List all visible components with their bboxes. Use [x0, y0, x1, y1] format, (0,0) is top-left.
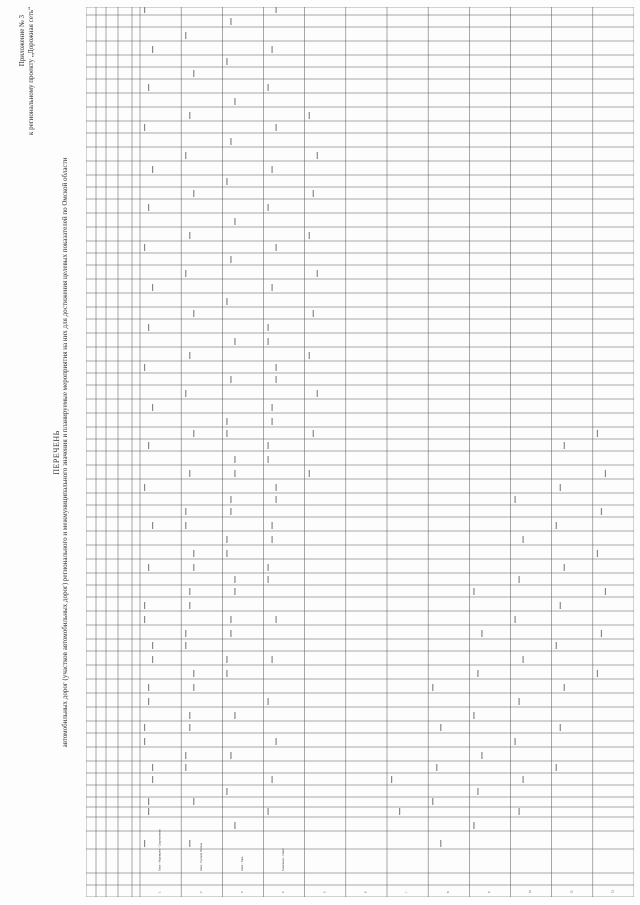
cell-text-mark [234, 218, 235, 225]
cell-text-mark [440, 840, 441, 847]
cell-text-mark [193, 798, 194, 805]
cell-text-mark [234, 338, 235, 345]
cell-text-mark [193, 70, 194, 77]
cell-text-mark [144, 364, 145, 371]
appendix-note [18, 6, 36, 135]
cell-text-mark [473, 588, 474, 595]
cell-text-mark [185, 630, 186, 637]
cell-text-mark [272, 776, 273, 783]
row-number: 11 [570, 890, 574, 893]
cell-text-mark [272, 166, 273, 173]
cell-text-mark [309, 112, 310, 119]
cell-text-mark [234, 98, 235, 105]
cell-text-mark [148, 798, 149, 805]
cell-text-mark [193, 564, 194, 571]
cell-text-mark [317, 270, 318, 277]
cell-text-mark [144, 840, 145, 847]
cell-text-mark [473, 822, 474, 829]
cell-text-mark [144, 244, 145, 251]
cell-text-mark [226, 298, 227, 305]
cell-text-mark [276, 364, 277, 371]
cell-text-mark [268, 204, 269, 211]
cell-text-mark [152, 284, 153, 291]
cell-text-mark [230, 616, 231, 623]
cell-text-mark [185, 642, 186, 649]
cell-text-mark [556, 764, 557, 771]
cell-text-mark [313, 190, 314, 197]
cell-text-mark [226, 418, 227, 425]
cell-text-mark [473, 712, 474, 719]
cell-text-mark [148, 564, 149, 571]
cell-text-mark [144, 602, 145, 609]
cell-text-mark [230, 496, 231, 503]
cell-text-mark [268, 338, 269, 345]
cell-text-mark [601, 630, 602, 637]
cell-text-mark [477, 670, 478, 677]
data-table-grid [86, 7, 634, 897]
cell-text-mark [268, 808, 269, 815]
cell-text-mark [144, 738, 145, 745]
cell-text-mark [309, 470, 310, 477]
cell-text-mark [268, 84, 269, 91]
cell-text-mark [560, 724, 561, 731]
row-number: 5 [323, 891, 327, 893]
cell-text-mark [189, 232, 190, 239]
cell-text-mark [189, 470, 190, 477]
row-number: 7 [405, 891, 409, 893]
cell-text-mark [276, 7, 277, 13]
cell-text-mark [481, 630, 482, 637]
cell-text-mark [185, 764, 186, 771]
cell-text-mark [560, 602, 561, 609]
cell-text-mark [226, 656, 227, 663]
cell-text-mark [193, 550, 194, 557]
cell-text-mark [193, 670, 194, 677]
road-name: Омск - Русская Поляна [199, 843, 203, 871]
row-number: 2 [199, 891, 203, 893]
cell-text-mark [436, 764, 437, 771]
row-number: 9 [487, 891, 491, 893]
cell-text-mark [523, 656, 524, 663]
row-number: 1 [158, 891, 162, 893]
cell-text-mark [189, 112, 190, 119]
cell-text-mark [276, 124, 277, 131]
cell-text-mark [189, 712, 190, 719]
cell-text-mark [564, 564, 565, 571]
row-number: 3 [240, 891, 244, 893]
cell-text-mark [226, 430, 227, 437]
cell-text-mark [226, 58, 227, 65]
cell-text-mark [185, 390, 186, 397]
cell-text-mark [148, 442, 149, 449]
cell-text-mark [148, 684, 149, 691]
cell-text-mark [276, 738, 277, 745]
cell-text-mark [391, 776, 392, 783]
cell-text-mark [276, 244, 277, 251]
cell-text-mark [556, 642, 557, 649]
cell-text-mark [276, 616, 277, 623]
road-name: Омск - Муромцево - Седельниково [158, 829, 162, 871]
cell-text-mark [189, 724, 190, 731]
row-number: 4 [282, 891, 286, 893]
cell-text-mark [230, 256, 231, 263]
cell-text-mark [268, 698, 269, 705]
cell-text-mark [152, 776, 153, 783]
cell-text-mark [230, 630, 231, 637]
cell-text-mark [148, 84, 149, 91]
title-heading: ПЕРЕЧЕНЬ [52, 430, 61, 475]
cell-text-mark [515, 616, 516, 623]
cell-text-mark [234, 712, 235, 719]
cell-text-mark [564, 684, 565, 691]
cell-text-mark [230, 138, 231, 145]
cell-text-mark [519, 576, 520, 583]
cell-text-mark [272, 418, 273, 425]
cell-text-mark [152, 166, 153, 173]
cell-text-mark [605, 588, 606, 595]
cell-text-mark [477, 788, 478, 795]
cell-text-mark [185, 270, 186, 277]
cell-text-mark [276, 496, 277, 503]
cell-text-mark [152, 764, 153, 771]
cell-text-mark [268, 442, 269, 449]
cell-text-mark [268, 576, 269, 583]
cell-text-mark [556, 522, 557, 529]
cell-text-mark [189, 840, 190, 847]
cell-text-mark [226, 178, 227, 185]
cell-text-mark [234, 470, 235, 477]
cell-text-mark [152, 656, 153, 663]
cell-text-mark [144, 484, 145, 491]
cell-text-mark [189, 352, 190, 359]
row-number: 12 [611, 890, 615, 893]
cell-text-mark [144, 724, 145, 731]
appendix-number: Приложение № 3 [18, 15, 26, 67]
road-name: Тюкалинск - Called [282, 848, 286, 871]
cell-text-mark [226, 536, 227, 543]
cell-text-mark [268, 564, 269, 571]
cell-text-mark [230, 508, 231, 515]
cell-text-mark [234, 456, 235, 463]
cell-text-mark [601, 508, 602, 515]
cell-text-mark [148, 204, 149, 211]
cell-text-mark [515, 496, 516, 503]
cell-text-mark [193, 310, 194, 317]
cell-text-mark [272, 284, 273, 291]
cell-text-mark [432, 798, 433, 805]
cell-text-mark [230, 18, 231, 25]
cell-text-mark [268, 456, 269, 463]
cell-text-mark [234, 576, 235, 583]
cell-text-mark [523, 536, 524, 543]
cell-text-mark [152, 642, 153, 649]
cell-text-mark [189, 588, 190, 595]
cell-text-mark [152, 404, 153, 411]
cell-text-mark [148, 698, 149, 705]
cell-text-mark [226, 550, 227, 557]
cell-text-mark [597, 550, 598, 557]
cell-text-mark [185, 32, 186, 39]
cell-text-mark [185, 508, 186, 515]
cell-text-mark [234, 822, 235, 829]
cell-text-mark [605, 470, 606, 477]
cell-text-mark [515, 738, 516, 745]
cell-text-mark [519, 808, 520, 815]
cell-text-mark [230, 376, 231, 383]
cell-text-mark [185, 522, 186, 529]
cell-text-mark [144, 616, 145, 623]
road-name: Омск - Тара [240, 856, 244, 871]
cell-text-mark [564, 442, 565, 449]
cell-text-mark [597, 670, 598, 677]
row-number: 6 [364, 891, 368, 893]
cell-text-mark [193, 430, 194, 437]
row-number: 8 [446, 891, 450, 893]
cell-text-mark [193, 684, 194, 691]
cell-text-mark [226, 670, 227, 677]
cell-text-mark [432, 684, 433, 691]
cell-text-mark [440, 724, 441, 731]
cell-text-mark [399, 808, 400, 815]
cell-text-mark [185, 752, 186, 759]
document-title [52, 0, 70, 905]
cell-text-mark [144, 7, 145, 13]
cell-text-mark [268, 324, 269, 331]
cell-text-mark [481, 752, 482, 759]
cell-text-mark [523, 776, 524, 783]
cell-text-mark [226, 788, 227, 795]
cell-text-mark [152, 46, 153, 53]
cell-text-mark [276, 484, 277, 491]
cell-text-mark [234, 588, 235, 595]
cell-text-mark [148, 324, 149, 331]
title-subtitle: автомобильных дорог (участков автомобильных дорог) регионального и межмуниципального значения и планируемые мероприятия на них для достижения целевых показателей по Омской области [61, 157, 69, 748]
cell-text-mark [189, 602, 190, 609]
cell-text-mark [272, 404, 273, 411]
cell-text-mark [272, 46, 273, 53]
appendix-reference: к региональному проекту „Дорожная сеть“ [27, 6, 35, 135]
cell-text-mark [272, 536, 273, 543]
cell-text-mark [560, 484, 561, 491]
cell-text-mark [519, 698, 520, 705]
cell-text-mark [313, 430, 314, 437]
cell-text-mark [276, 376, 277, 383]
cell-text-mark [309, 352, 310, 359]
cell-text-mark [144, 124, 145, 131]
cell-text-mark [309, 232, 310, 239]
cell-text-mark [193, 190, 194, 197]
cell-text-mark [317, 152, 318, 159]
row-number: 10 [529, 890, 533, 893]
cell-text-mark [597, 430, 598, 437]
cell-text-mark [230, 752, 231, 759]
cell-text-mark [313, 310, 314, 317]
cell-text-mark [317, 390, 318, 397]
cell-text-mark [148, 808, 149, 815]
cell-text-mark [152, 522, 153, 529]
cell-text-mark [272, 522, 273, 529]
cell-text-mark [272, 656, 273, 663]
cell-text-mark [185, 152, 186, 159]
